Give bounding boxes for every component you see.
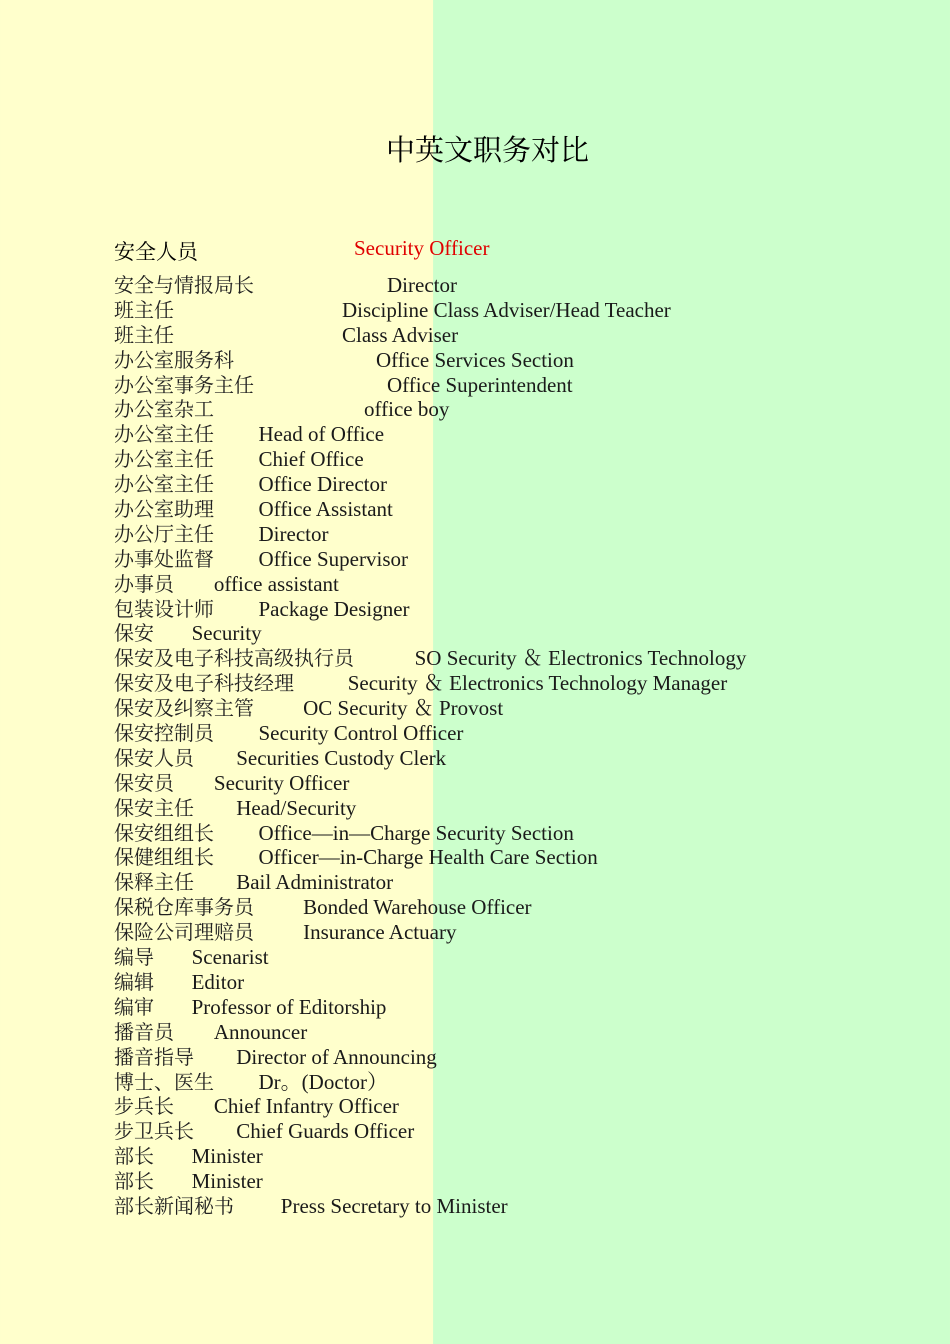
list-item-chinese: 编导 <box>114 945 154 970</box>
list-item-english: Chief Office <box>258 447 364 472</box>
list-item-english: Office Superintendent <box>387 372 573 397</box>
list-item-chinese: 班主任 <box>114 322 174 347</box>
list-item-chinese: 步兵长 <box>114 1094 174 1119</box>
list-item-english: Package Designer <box>258 596 410 621</box>
list-item-chinese: 部长新闻秘书 <box>114 1193 234 1218</box>
list-item-chinese: 播音员 <box>114 1019 174 1044</box>
page-title: 中英文职务对比 <box>385 133 589 167</box>
list-item-english: SO Security ＆ Electronics Technology <box>414 646 747 671</box>
list-item-english: Director <box>387 273 457 297</box>
list-item-english: Bail Administrator <box>236 870 394 895</box>
list-item-chinese: 办事员 <box>114 571 174 596</box>
list-item-chinese: 保税仓库事务员 <box>114 895 254 920</box>
section-header-chinese: 安全人员 <box>114 240 198 264</box>
list-item-english: Securities Custody Clerk <box>236 745 447 770</box>
list-item-chinese: 办公室事务主任 <box>114 372 254 397</box>
list-item-english: Security <box>191 621 262 646</box>
list-item-english: Announcer <box>213 1019 308 1044</box>
list-item-chinese: 办公室助理 <box>114 497 214 522</box>
list-item-chinese: 保安及电子科技经理 <box>114 671 294 696</box>
list-item-chinese: 保健组组长 <box>114 845 214 870</box>
list-item-english: Scenarist <box>191 945 269 970</box>
list-item-english: Security Officer <box>213 770 350 795</box>
list-item-chinese: 班主任 <box>114 297 174 322</box>
list-item-chinese: 部长 <box>114 1144 154 1169</box>
list-item-english: Chief Guards Officer <box>236 1119 415 1144</box>
list-item-english: Office Supervisor <box>258 546 408 571</box>
list-item-english: Office Director <box>258 472 387 497</box>
list-item-chinese: 保险公司理赔员 <box>114 920 254 945</box>
list-item-chinese: 步卫兵长 <box>114 1119 194 1144</box>
list-item-english: Head/Security <box>236 795 357 820</box>
list-item-chinese: 部长 <box>114 1169 154 1194</box>
list-item-chinese: 保安及电子科技高级执行员 <box>114 646 354 671</box>
list-item-chinese: 办事处监督 <box>114 546 214 571</box>
list-item-english: Insurance Actuary <box>303 920 457 945</box>
list-item-chinese: 办公室服务科 <box>114 347 234 372</box>
list-item-english: Editor <box>191 969 245 994</box>
list-item-english: Office Assistant <box>258 497 393 522</box>
list-item-english: Security Control Officer <box>258 721 464 746</box>
list-item-chinese: 保安控制员 <box>114 721 214 746</box>
list-item-chinese: 办公室主任 <box>114 472 214 497</box>
list-item-english: Dr。(Doctor） <box>258 1069 388 1094</box>
list-item-english: Press Secretary to Minister <box>280 1193 508 1218</box>
list-item-chinese: 保安组组长 <box>114 820 214 845</box>
list-item-english: Class Adviser <box>342 322 459 347</box>
list-item-chinese: 办公室主任 <box>114 447 214 472</box>
list-item-english: Office—in—Charge Security Section <box>258 820 574 845</box>
list-item-chinese: 保释主任 <box>114 870 194 895</box>
list-item-chinese: 办公室主任 <box>114 422 214 447</box>
list-item-english: office boy <box>364 397 450 422</box>
list-item-english: OC Security ＆ Provost <box>303 696 504 721</box>
list-item-english: Bonded Warehouse Officer <box>303 895 532 920</box>
list-item-chinese: 播音指导 <box>114 1044 194 1069</box>
list-item-chinese: 办公厅主任 <box>114 521 214 546</box>
list-item-chinese: 保安员 <box>114 770 174 795</box>
list-item-chinese: 保安人员 <box>114 745 194 770</box>
list-item-chinese: 编辑 <box>114 969 154 994</box>
list-item-english: Director <box>258 521 329 546</box>
list-item-english: Minister <box>191 1169 263 1194</box>
list-item-english: Office Services Section <box>376 347 574 372</box>
section-header-english: Security Officer <box>354 236 490 260</box>
list-item-english: Professor of Editorship <box>191 994 387 1019</box>
list-item-chinese: 包装设计师 <box>114 596 214 621</box>
list-item-english: Security ＆ Electronics Technology Manager <box>347 671 728 696</box>
list-item-chinese: 博士、医生 <box>114 1069 214 1094</box>
list-item-english: Director of Announcing <box>236 1044 437 1069</box>
list-item-english: Officer—in-Charge Health Care Section <box>258 845 598 870</box>
list-item-english: Head of Office <box>258 422 385 447</box>
list-item-chinese: 编审 <box>114 994 154 1019</box>
list-item-chinese: 办公室杂工 <box>114 397 214 422</box>
list-item-english: Chief Infantry Officer <box>213 1094 399 1119</box>
list-item-chinese: 保安及纠察主管 <box>114 696 254 721</box>
list-item-chinese: 安全与情报局长 <box>114 273 254 297</box>
list-item-chinese: 保安主任 <box>114 795 194 820</box>
list-item-english: Minister <box>191 1144 263 1169</box>
list-item-english: office assistant <box>213 571 339 596</box>
list-item-english: Discipline Class Adviser/Head Teacher <box>342 297 671 322</box>
list-item-chinese: 保安 <box>114 621 154 646</box>
